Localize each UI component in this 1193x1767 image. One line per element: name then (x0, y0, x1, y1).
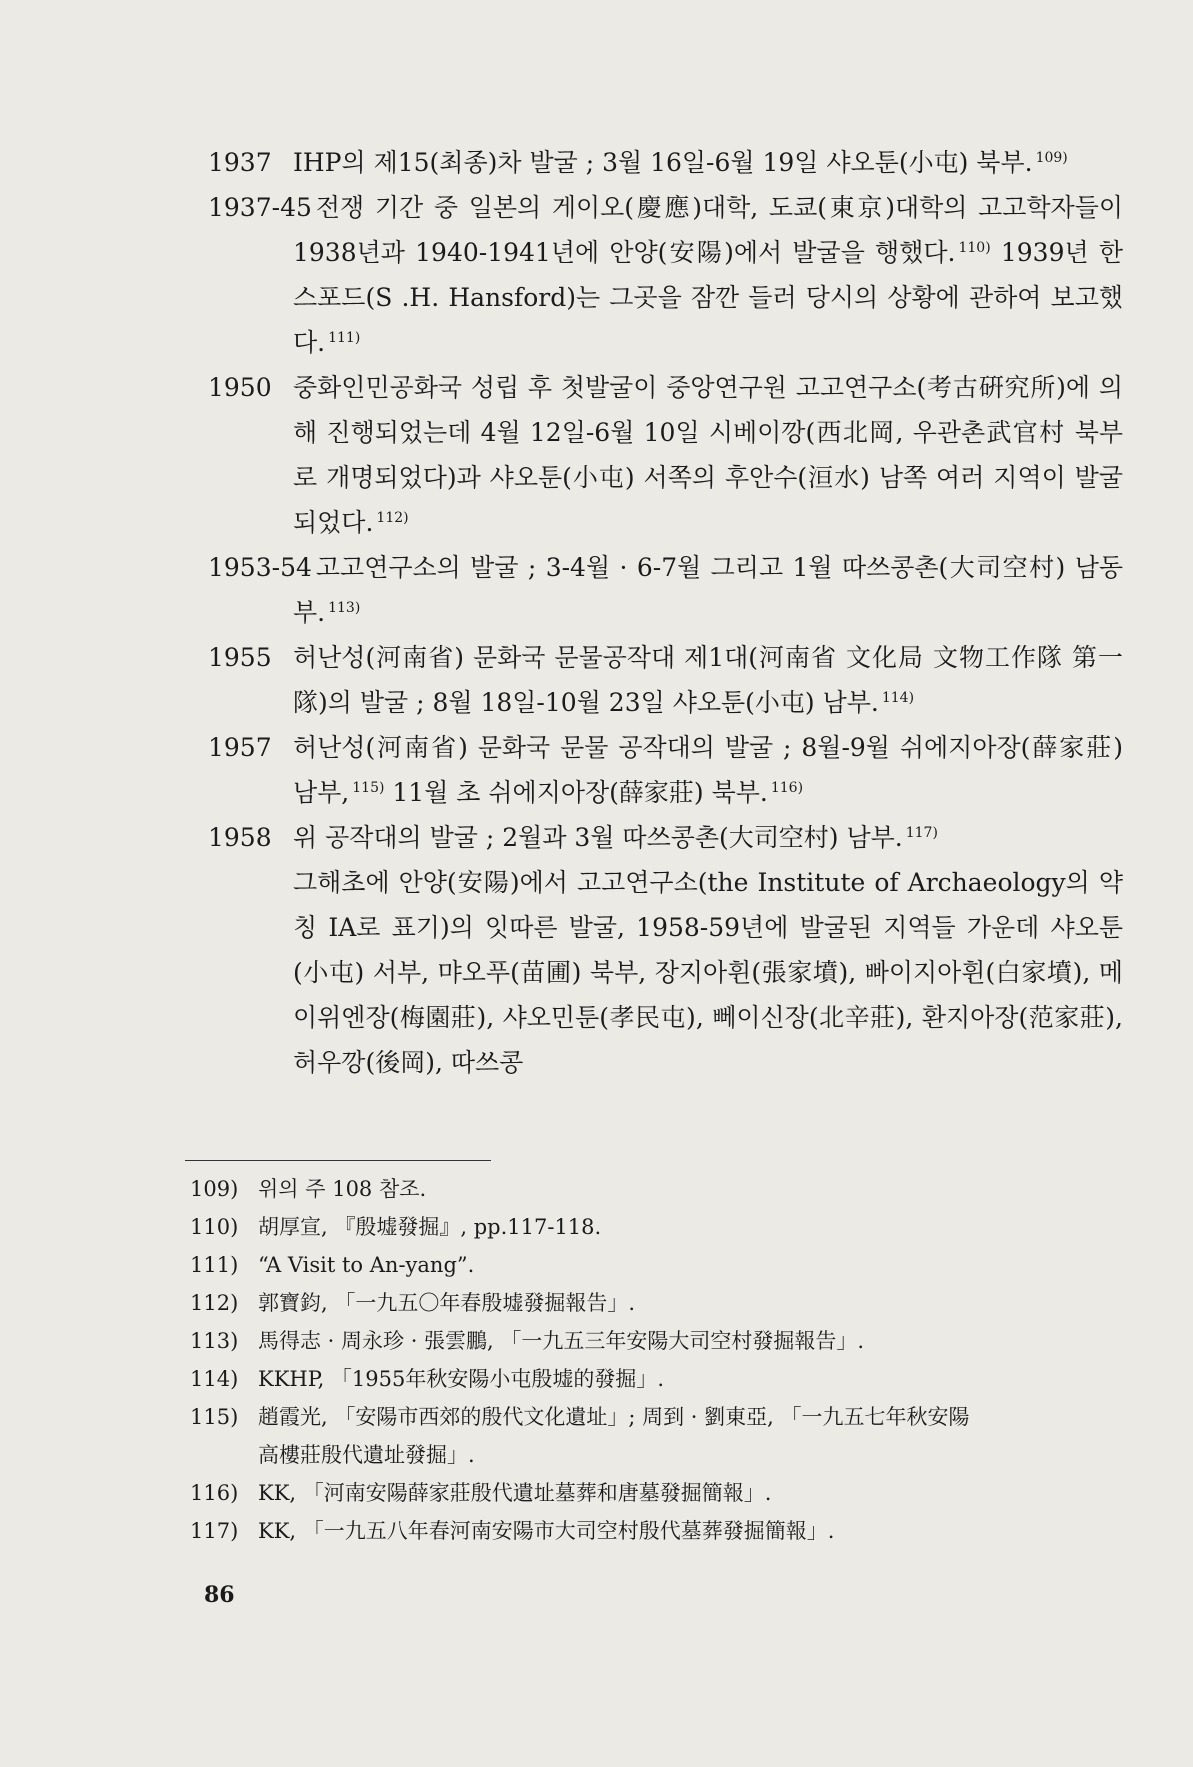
footnote-text: KK, 「一九五八年春河南安陽市大司空村殷代墓葬發掘簡報」. (258, 1519, 835, 1543)
page-number: 86 (204, 1582, 235, 1608)
entry-1958-continuation: 그해초에 안양(安陽)에서 고고연구소(the Institute of Archaeology의 약칭 IA로 표기)의 잇따른 발굴, 1958-59년에 발굴된 지역들 가운데 샤오툰(小屯) 서부, 먀오푸(苗圃) 북부, 장지아휜(張家墳), 빠이지아휜(白家墳), 메이위엔장(梅園莊), 샤오민툰(孝民屯), 뻬이신장(北辛莊), 환지아장(范家莊), 허우깡(後岡), 따쓰콩 (293, 868, 1123, 1077)
entry-text-2: 11월 초 쉬에지아장(薛家莊) 북부. (392, 778, 768, 807)
footnote-text: KKHP, 「1955年秋安陽小屯殷墟的發掘」. (258, 1367, 665, 1391)
footnote-text: “A Visit to An-yang”. (258, 1253, 475, 1277)
footnote-text: 郭寶鈞, 「一九五〇年春殷墟發掘報告」. (258, 1291, 636, 1315)
footnote-text: KK, 「河南安陽薛家莊殷代遺址墓葬和唐墓發掘簡報」. (258, 1481, 772, 1505)
footnote-number: 114) (190, 1367, 239, 1391)
footnote-number: 113) (190, 1329, 239, 1353)
entry-year: 1937 (208, 148, 272, 177)
footnote-text: 胡厚宣, 『殷墟發掘』, pp.117-118. (258, 1215, 602, 1239)
footnote-ref: 110) (958, 239, 991, 256)
footnote-ref: 114) (881, 689, 915, 706)
entry-1953-54 (208, 545, 1123, 635)
footnote-116 (190, 1474, 1130, 1512)
entry-text: 허난성(河南省) 문화국 문물공작대 제1대(河南省 文化局 文物工作隊 第一隊)의 발굴 ; 8월 18일-10월 23일 샤오툰(小屯) 남부. (293, 643, 1123, 717)
entry-year: 1953-54 (208, 553, 312, 582)
footnote-ref: 116) (770, 779, 804, 796)
footnote-number: 111) (190, 1253, 239, 1277)
entry-year: 1957 (208, 733, 272, 762)
footnote-number: 112) (190, 1291, 239, 1315)
entry-year: 1937-45 (208, 193, 312, 222)
footnote-109 (190, 1170, 1130, 1208)
footnote-number: 116) (190, 1481, 239, 1505)
footnote-text-continued: 高樓莊殷代遺址發掘」. (258, 1443, 475, 1467)
entry-1937 (208, 140, 1123, 185)
footnote-divider (185, 1160, 491, 1161)
entry-1957 (208, 725, 1123, 815)
footnote-111 (190, 1246, 1130, 1284)
entry-year: 1955 (208, 643, 272, 672)
footnote-ref: 109) (1035, 149, 1068, 166)
entry-year: 1958 (208, 823, 272, 852)
footnote-number: 110) (190, 1215, 239, 1239)
entry-text: 고고연구소의 발굴 ; 3-4월 · 6-7월 그리고 1월 따쓰콩촌(大司空村) 남동부. (293, 553, 1123, 627)
footnote-114 (190, 1360, 1130, 1398)
footnote-ref: 117) (905, 824, 938, 841)
chronology-list (208, 140, 1123, 1085)
entry-1958 (208, 815, 1123, 860)
footnote-115 (190, 1398, 1130, 1474)
footnote-112 (190, 1284, 1130, 1322)
footnote-ref: 112) (376, 509, 409, 526)
entry-text: IHP의 제15(최종)차 발굴 ; 3월 16일-6월 19일 샤오툰(小屯) 북부. (293, 148, 1033, 177)
footnote-number: 117) (190, 1519, 239, 1543)
entry-text: 허난성(河南省) 문화국 문물 공작대의 발굴 ; 8월-9월 쉬에지아장(薛家莊) 남부, (293, 733, 1123, 807)
entry-text-2: 1939년 한스포드(S .H. Hansford)는 그곳을 잠깐 들러 당시의 상황에 관하여 보고했다. (293, 238, 1124, 357)
footnote-ref: 113) (328, 599, 361, 616)
footnote-text: 馬得志 · 周永珍 · 張雲鵬, 「一九五三年安陽大司空村發掘報告」. (258, 1329, 865, 1353)
footnote-110 (190, 1208, 1130, 1246)
footnote-number: 109) (190, 1177, 239, 1201)
footnote-text: 위의 주 108 참조. (258, 1177, 427, 1201)
entry-text: 위 공작대의 발굴 ; 2월과 3월 따쓰콩촌(大司空村) 남부. (293, 823, 903, 852)
footnote-ref: 111) (328, 329, 361, 346)
entry-1955 (208, 635, 1123, 725)
footnote-113 (190, 1322, 1130, 1360)
footnote-117 (190, 1512, 1130, 1550)
entry-text: 전쟁 기간 중 일본의 게이오(慶應)대학, 도쿄(東京)대학의 고고학자들이 1938년과 1940-1941년에 안양(安陽)에서 발굴을 행했다. (293, 193, 1123, 267)
footnote-ref: 115) (352, 779, 385, 796)
entry-text: 중화인민공화국 성립 후 첫발굴이 중앙연구원 고고연구소(考古硏究所)에 의해 진행되었는데 4월 12일-6월 10일 시베이깡(西北岡, 우관촌武官村 북부로 개명되었다)과 샤오툰(小屯) 서쪽의 후안수(洹水) 남쪽 여러 지역이 발굴되었다. (293, 373, 1123, 537)
entry-year: 1950 (208, 373, 272, 402)
footnotes (190, 1170, 1130, 1550)
entry-1950 (208, 365, 1123, 545)
footnote-text: 趙霞光, 「安陽市西郊的殷代文化遺址」; 周到 · 劉東亞, 「一九五七年秋安陽 (258, 1405, 970, 1429)
footnote-number: 115) (190, 1405, 239, 1429)
entry-1937-45 (208, 185, 1123, 365)
